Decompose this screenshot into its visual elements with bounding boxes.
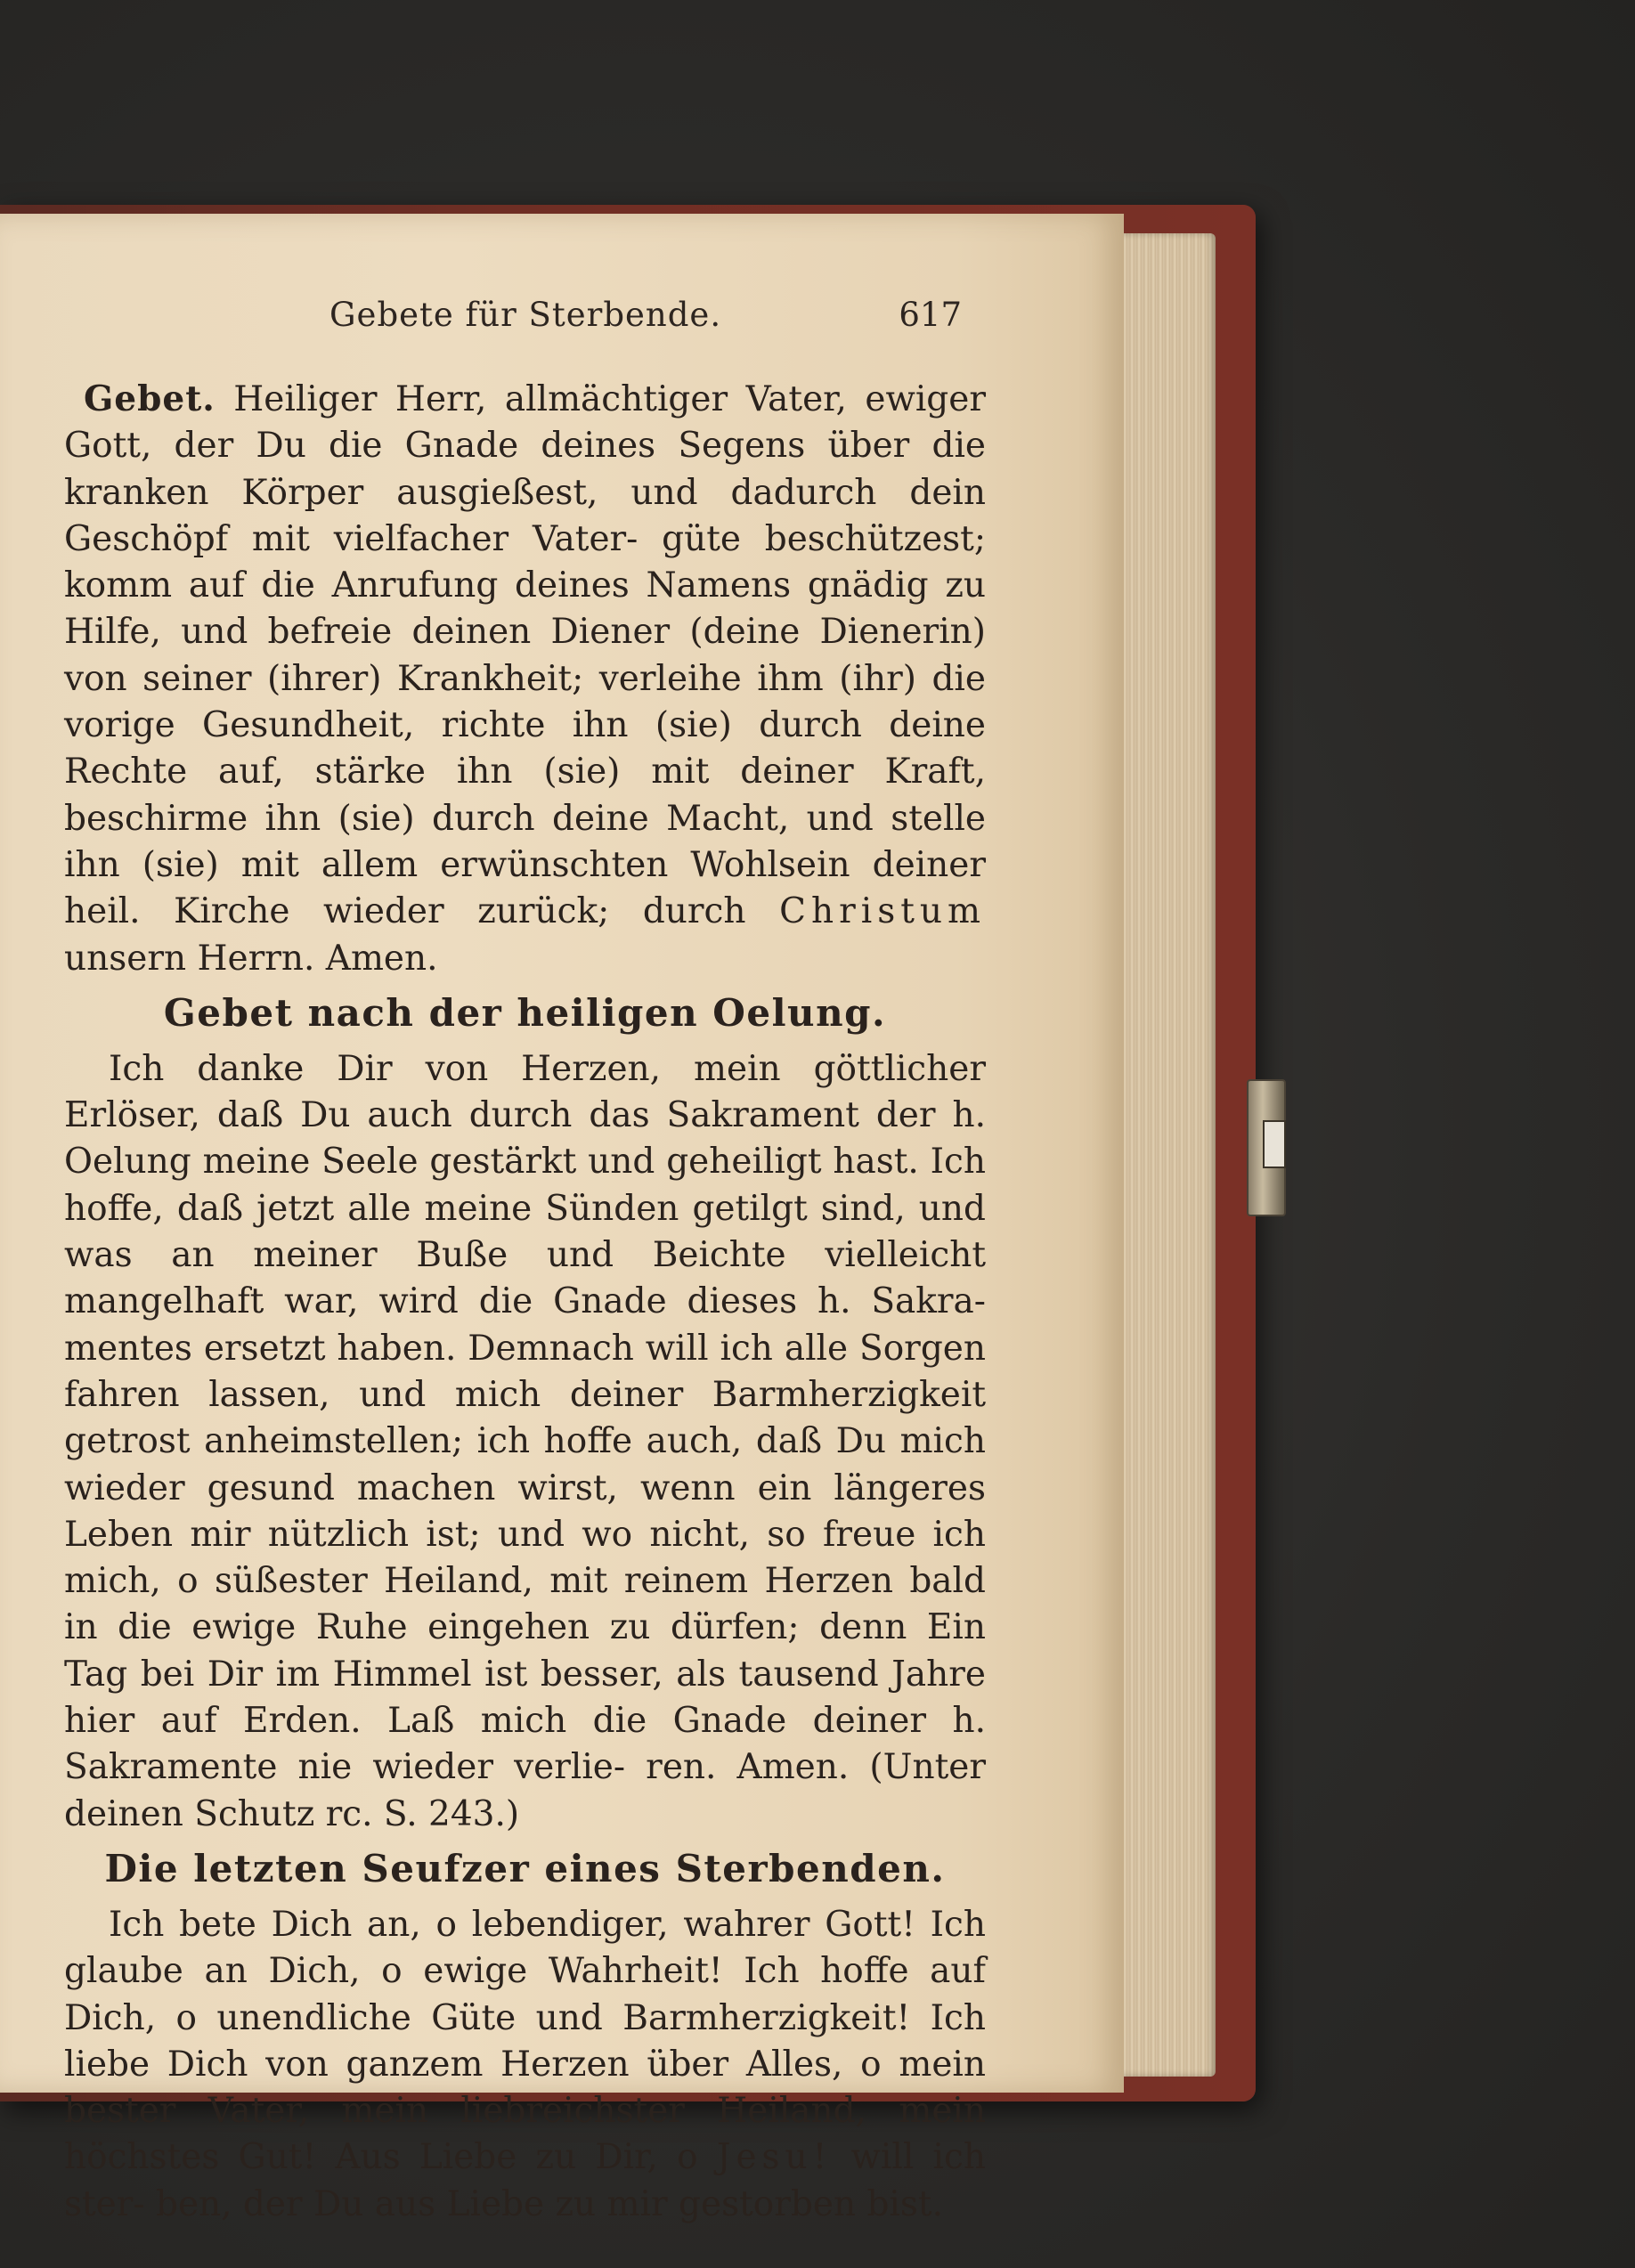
clasp-band	[1263, 1120, 1286, 1168]
prayer-3-spaced-name: Jesu!	[716, 2137, 833, 2178]
page-number: 617	[899, 296, 962, 334]
prayer-1-text-a: Heiliger Herr, allmächtiger Vater, ewiger Gott, der Du die Gnade deines Segens über die kranken Körper ausgießest, und dadurch dein Geschöpf mit vielfacher Vater- güte beschützest; komm auf die Anrufung deines Namens gnädig zu Hilfe, und befreie deinen Diener (deine Dienerin) von seiner (ihrer) Krankheit; verleihe ihm (ihr) die vorige Gesundheit, richte ihn (sie) durch deine Rechte auf, stärke ihn (sie) mit deiner Kraft, beschirme ihn (sie) durch deine Macht, und stelle ihn (sie) mit allem erwünschten Wohlsein deiner heil. Kirche wieder zurück; durch	[64, 379, 986, 932]
running-title: Gebete für Sterbende.	[329, 296, 722, 334]
page-text	[64, 376, 986, 2228]
prayer-paragraph-1	[64, 376, 986, 982]
page-edges	[1113, 233, 1216, 2077]
running-head	[329, 296, 962, 349]
prayer-3-text-a: Ich bete Dich an, o lebendiger, wahrer Gott! Ich glaube an Dich, o ewige Wahrheit! Ich hoffe auf Dich, o unendliche Güte und Barmherzigkeit! Ich liebe Dich von ganzem Herzen über Alles, o mein bester Vater, mein liebreichster Heiland, mein höchstes Gut! Aus Liebe zu Dir, o	[64, 1904, 986, 2178]
prayer-1-text-b: unsern Herrn. Amen.	[64, 938, 438, 979]
prayer-paragraph-2	[64, 1046, 986, 1838]
prayer-3-text-b: will ich ster- ben, der Du aus Liebe zu mir gestorben bist.	[64, 2137, 986, 2224]
section-heading-oelung: Gebet nach der heiligen Oelung.	[163, 990, 887, 1035]
prayer-1-spaced-name: Christum	[779, 891, 986, 932]
section-heading-seufzer: Die letzten Seufzer eines Sterbenden.	[104, 1846, 946, 1890]
prayer-paragraph-3	[64, 1902, 986, 2228]
prayer-2-text: Ich danke Dir von Herzen, mein göttlicher Erlöser, daß Du auch durch das Sakrament der h. Oelung meine Seele gestärkt und geheiligt hast. Ich hoffe, daß jetzt alle meine Sünden getilgt sind, und was an meiner Buße und Beichte vielleicht mangelhaft war, wird die Gnade dieses h. Sakra- mentes ersetzt haben. Demnach will ich alle Sorgen fahren lassen, und mich deiner Barmherzigkeit getrost anheimstellen; ich hoffe auch, daß Du mich wieder gesund machen wirst, wenn ein längeres Leben mir nützlich ist; und wo nicht, so freue ich mich, o süßester Heiland, mit reinem Herzen bald in die ewige Ruhe eingehen zu dürfen; denn Ein Tag bei Dir im Himmel ist besser, als tausend Jahre hier auf Erden. Laß mich die Gnade deiner h. Sakramente nie wieder verlie- ren. Amen. (Unter deinen Schutz rc. S. 243.)	[64, 1048, 986, 1834]
prayer-lead: Gebet.	[84, 378, 216, 419]
